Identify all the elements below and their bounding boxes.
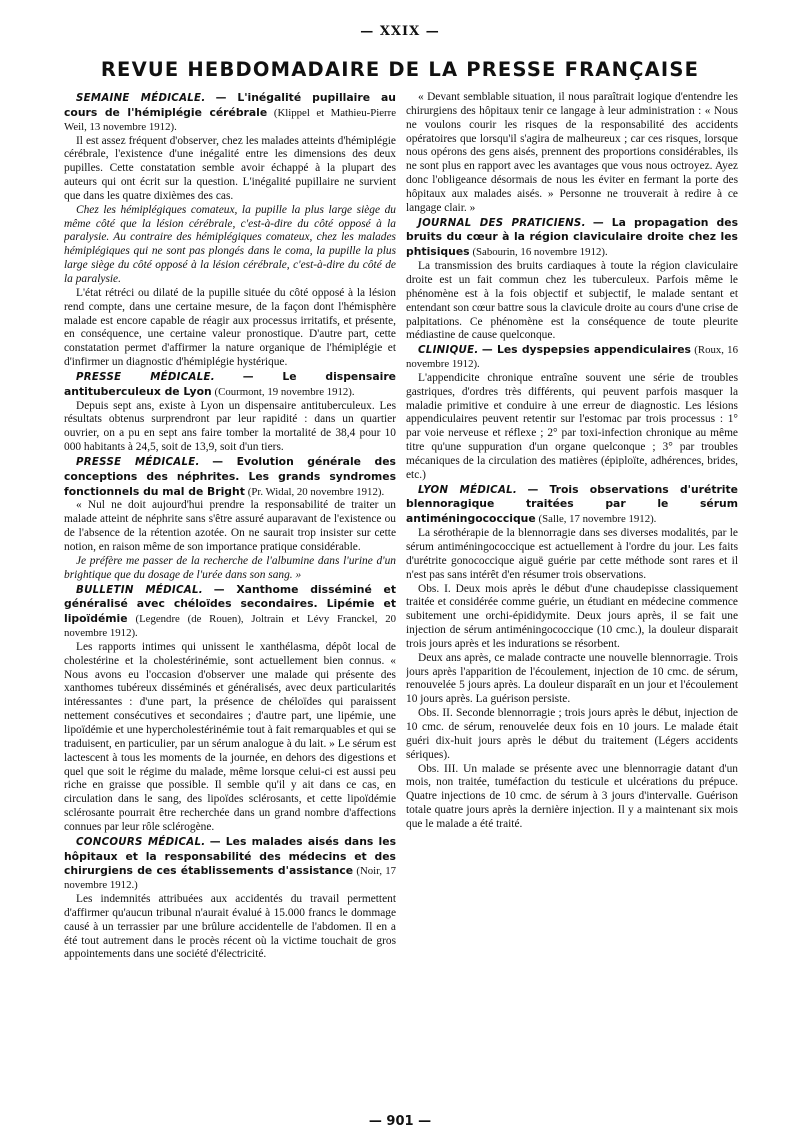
article-reference: (Klippel et Mathieu-Pierre Weil, 13 novembre 1912). xyxy=(64,106,396,133)
journal-source: LYON MÉDICAL. xyxy=(418,484,518,496)
journal-source: SEMAINE MÉDICALE. xyxy=(76,93,206,104)
article-reference: (Roux, 16 novembre 1912). xyxy=(406,344,738,371)
article-paragraph: Les indemnités attribuées aux accidentés du travail permettent d'affirmer qu'aucun tribunal n'aurait évalué à 15.000 francs le dommage causé à un terrassier par une brûlure accidentelle de l'abdomen. Il en a été tout autrement dans le procès récent où la victime touchait de gros appointements dans une société d'électricité. xyxy=(64,893,396,961)
article-paragraph: Obs. III. Un malade se présente avec une blennorragie datant d'un mois, non traitée, tuméfaction du testicule et ulcérations du prépuce. Quatre injections de 10 cmc. de sérum à 3 jours d'intervalle. Guérison totale quatre jours après la dernière injection. Il y a maintenant six mois que le malade a été traité. xyxy=(406,762,738,830)
journal-source: CLINIQUE. xyxy=(418,345,479,357)
article-heading xyxy=(406,483,738,528)
journal-source: BULLETIN MÉDICAL. xyxy=(76,584,203,596)
article-paragraph: Obs. I. Deux mois après le début d'une chaudepisse classiquement traitée et considérée comme guérie, un étudiant en médecine commence subitement une orchi-épididymite. Deux jours après, il se fait une injection de sérum antiméningococcique (10 cmc.), la douleur disparait trois jours après et les indurations se résorbent. xyxy=(406,582,738,650)
article-reference: (Pr. Widal, 20 novembre 1912). xyxy=(247,485,385,498)
article-paragraph: Obs. II. Seconde blennorragie ; trois jours après le début, injection de 10 cmc. de sérum, renouvelée deux fois en 10 jours. Le malade était guéri dix-huit jours après le début du traitement (Légers accidents sériques). xyxy=(406,707,738,761)
article-heading xyxy=(64,835,396,893)
article-paragraph: Chez les hémiplégiques comateux, la pupille la plus large siège du même côté que la lésion cérébrale, c'est-à-dire du côté opposé à la paralysie. Au contraire des hémiplégiques comateux, chez les malades hémiplégiques qui ne sont pas plongés dans le coma, la pupille la plus large siège du côté opposé à la lésion cérébrale, c'est-à-dire du côté de la paralysie. xyxy=(64,203,396,285)
article-paragraph: Je préfère me passer de la recherche de l'albumine dans l'urine d'un brightique que du dosage de l'urée dans son sang. » xyxy=(64,554,396,581)
article-title: — L'inégalité pupillaire au cours de l'hémiplégie cérébrale xyxy=(64,91,396,119)
article-paragraph: L'état rétréci ou dilaté de la pupille située du côté opposé à la lésion rend compte, dans une certaine mesure, de la façon dont l'hémisphère malade est encore capable de réagir aux processus irritatifs, et présente, en conséquence, une certaine valeur pronostique. D'autre part, cette constatation permet d'affirmer la nature organique de l'hémiplégie et d'infirmer un diagnostic d'hémiplégie hystérique. xyxy=(64,286,396,369)
article-title: — La propagation des bruits du cœur à la région claviculaire droite chez les phtisiques xyxy=(406,215,738,259)
article-heading xyxy=(406,216,738,261)
right-column xyxy=(406,91,738,1106)
article-paragraph: « Devant semblable situation, il nous paraîtrait logique d'entendre les chirurgiens des hôpitaux tenir ce langage à leur administration : « Nous ne voulons courir les risques de la responsabilité des accidents opératoires que lorsqu'il s'agira de malheureux ; car ces risques, lorsque nous opérons des gens aisés, prennent des proportions considérables, ils ne sont plus en rapport avec les avantages que vous nous octroyez. Ayez donc l'obligeance désormais de nous les éviter en fermant la porte des hôpitaux aux malades aisés. » Personne ne trouverait à redire à ce langage clair. » xyxy=(406,91,738,214)
article-paragraph: « Nul ne doit aujourd'hui prendre la responsabilité de traiter un malade atteint de néphrite sans s'être assuré auparavant de l'existence ou de l'absence de la rétention azotée. On ne saurait trop insister sur cette notion, en raison même de son importance pratique considérable. xyxy=(64,499,396,553)
article-paragraph: Depuis sept ans, existe à Lyon un dispensaire antituberculeux. Les résultats obtenus surprendront par leur rapidité : dans un quartier ouvrier, on a pu en sept ans faire tomber la mortalité de 38,4 pour 10 000 habitants à 24,5, soit de 13,9, soit d'un tiers. xyxy=(64,399,396,454)
article-reference: (Sabourin, 16 novembre 1912). xyxy=(472,246,608,259)
article-title: — Evolution générale des conceptions des néphrites. Les grands syndromes fonctionnels du mal de Bright xyxy=(64,454,396,498)
article-heading xyxy=(64,583,396,641)
article-title: — Les malades aisés dans les hôpitaux et la responsabilité des médecins et des chirurgiens de ces établissements d'assistance xyxy=(64,834,396,878)
article-reference: (Courmont, 19 novembre 1912). xyxy=(214,385,355,398)
article-paragraph: Il est assez fréquent d'observer, chez les malades atteints d'hémiplégie cérébrale, l'existence d'une inégalité entre les dimensions des deux pupilles. Cette constatation semble avoir échappé à la plupart des auteurs qui ont écrit sur la question. L'inégalité pupillaire ne survient que dans les quatre dixièmes des cas. xyxy=(64,134,396,202)
article-heading xyxy=(64,370,396,400)
article-reference: (Noir, 17 novembre 1912.) xyxy=(64,865,396,892)
article-paragraph: Les rapports intimes qui unissent le xanthélasma, dépôt local de cholestérine et la cholestérinémie, sont actuellement bien connus. « Nous avons eu l'occasion d'observer une malade qui présente des xanthomes tubéreux disséminés et généralisés, avec deux particularités intéressantes : d'une part, la présence de chéloïdes qui paraissent nettement consécutives et secondaires ; d'autre part, une lipémie, une lipoïdémie et une hypercholestérinémie tout à fait remarquables et qui se traduisent, en particulier, par un sérum analogue à du lait. » Le sérum est lactescent à tous les moments de la journée, en dehors des digestions et quel que soit le régime du malade, même lorsque celui-ci est aussi peu riche en graisse que possible. Il semble qu'il y ait dans ce cas, en circulation dans le sang, des lipoïdes sclérosants, et cette lipoïdémie sclérosante pourrait être recherchée dans un grand nombre d'affections connues par leur rôle sclérogène. xyxy=(64,640,396,833)
article-title: — Les dyspepsies appendiculaires xyxy=(481,343,691,357)
article-paragraph: La transmission des bruits cardiaques à toute la région claviculaire droite est un fait commun chez les tuberculeux. Parfois même le phénomène est à la fois objectif et subjectif, le malade sentant et entendant son cœur battre sous la clavicule droite au cours d'une crise de palpitations. Ce phénomène est la conséquence de toute pleurite médiastine de cause quelconque. xyxy=(406,260,738,342)
article-paragraph: Deux ans après, ce malade contracte une nouvelle blennorragie. Trois jours après l'apparition de l'écoulement, injection de 10 cmc. de sérum, renouvelée 5 jours après. La douleur disparaît en un jour et l'écoulement 10 jours après. La guérison persiste. xyxy=(406,651,738,706)
article-heading xyxy=(64,91,396,135)
journal-source: PRESSE MÉDICALE. xyxy=(76,456,200,468)
article-heading xyxy=(64,455,396,500)
masthead-title: REVUE HEBDOMADAIRE DE LA PRESSE FRANÇAISE xyxy=(100,58,700,81)
journal-source: PRESSE MÉDICALE. xyxy=(76,371,215,383)
article-reference: (Legendre (de Rouen), Joltrain et Lévy Franckel, 20 novembre 1912). xyxy=(64,613,396,640)
article-paragraph: L'appendicite chronique entraîne souvent une série de troubles gastriques, d'ordres très différents, qui peuvent parfois masquer la maladie primitive et conduire à une erreur de diagnostic. Les lésions appendiculaires peuvent retentir sur l'estomac par trois processus : 1° par voie nerveuse et réflexe ; 2° par toxi-infection chronique au même titre qu'une suppuration d'un organe quelconque ; 3° par troubles mécaniques de la circulation des matières (épiploïte, adhérences, brides, etc.) xyxy=(406,371,738,481)
article-reference: (Salle, 17 novembre 1912). xyxy=(538,513,657,526)
article-paragraph: La sérothérapie de la blennorragie dans ses diverses modalités, par le sérum antiméningococcique est actuellement à l'ordre du jour. Les faits d'urétrite gonococcique aiguë guérie par cette méthode sont rares et il n'est pas sans intérêt d'en résumer trois observations. xyxy=(406,527,738,581)
page-number: — 901 — xyxy=(368,1114,432,1129)
section-numeral: — XXIX — xyxy=(360,24,440,39)
article-title: — Trois observations d'urétrite blennoragique traitées par le sérum antiméningococcique xyxy=(406,482,738,526)
article-title: — Xanthome disséminé et généralisé avec chéloïdes secondaires. Lipémie et lipoïdémie xyxy=(64,582,396,626)
article-heading xyxy=(406,343,738,372)
left-column xyxy=(64,91,396,1106)
journal-source: CONCOURS MÉDICAL. xyxy=(76,836,206,848)
journal-source: JOURNAL DES PRATICIENS. xyxy=(418,217,586,229)
article-title: — Le dispensaire antituberculeux de Lyon xyxy=(64,369,396,398)
